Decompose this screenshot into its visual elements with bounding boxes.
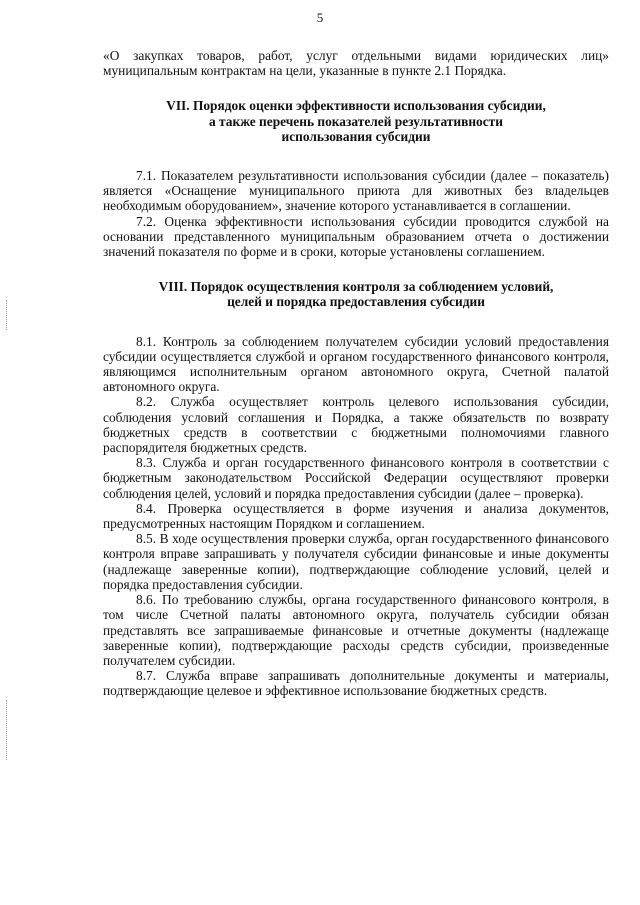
paragraph-8-1: 8.1. Контроль за соблюдением получателем субсидии условий предоставления субсидии осуществляется службой и органом государственного финансового контроля, являющимся исполнительным органом автономного округа, Счетной палатой автономного округа. [103, 333, 609, 395]
intro-paragraph: «О закупках товаров, работ, услуг отдельными видами юридических лиц» муниципальным контрактам на цели, указанные в пункте 2.1 Порядка. [103, 48, 609, 79]
document-body [103, 48, 609, 699]
paragraph-8-5: 8.5. В ходе осуществления проверки служба, орган государственного финансового контроля вправе запрашивать у получателя субсидии финансовые и иные документы (надлежаще заверенные копии), подтверждающие соблюдение условий, целей и порядка предоставления субсидии. [103, 531, 609, 592]
section-7-title-line: а также перечень показателей результативности [209, 113, 503, 129]
section-8-title-line: целей и порядка предоставления субсидии [227, 294, 485, 310]
paragraph-7-1: 7.1. Показателем результативности использования субсидии (далее – показатель) является «Оснащение муниципального приюта для животных без владельцев необходимым оборудованием», значение которого устанавливается в соглашении. [103, 168, 609, 214]
page-number: 5 [316, 10, 324, 25]
paragraph-8-6: 8.6. По требованию службы, органа государственного финансового контроля, в том числе Счетной палаты автономного округа, получатель субсидии обязан представлять все запрашиваемые финансовые и отчетные документы (надлежаще заверенные копии), подтверждающие расходы средств субсидии, произведенные получателем субсидии. [103, 592, 609, 668]
section-8-title [103, 279, 609, 309]
section-7-title [103, 98, 609, 144]
paragraph-8-3: 8.3. Служба и орган государственного финансового контроля в соответствии с бюджетным законодательством Российской Федерации осуществляют проверки соблюдения целей, условий и порядка предоставления субсидии (далее – проверка). [103, 455, 609, 501]
section-7-title-line: использования субсидии [281, 128, 431, 144]
margin-scan-artifact [6, 700, 9, 760]
paragraph-7-2: 7.2. Оценка эффективности использования субсидии проводится службой на основании представленного муниципальным образованием отчета о достижении значений показателя по форме и в сроки, которые установлены соглашением. [103, 213, 609, 260]
paragraph-8-2: 8.2. Служба осуществляет контроль целевого использования субсидии, соблюдения условий соглашения и Порядка, а также обязательств по возврату бюджетных средств в соответствии с бюджетными полномочиями главного распорядителя бюджетных средств. [103, 394, 609, 456]
margin-scan-artifact [6, 300, 9, 330]
section-7-title-line: VII. Порядок оценки эффективности использования субсидии, [166, 98, 546, 114]
paragraph-8-4: 8.4. Проверка осуществляется в форме изучения и анализа документов, предусмотренных настоящим Порядком и соглашением. [103, 500, 609, 532]
section-8-title-line: VIII. Порядок осуществления контроля за соблюдением условий, [158, 279, 554, 295]
paragraph-8-7: 8.7. Служба вправе запрашивать дополнительные документы и материалы, подтверждающие целевое и эффективное использование бюджетных средств. [103, 668, 609, 699]
